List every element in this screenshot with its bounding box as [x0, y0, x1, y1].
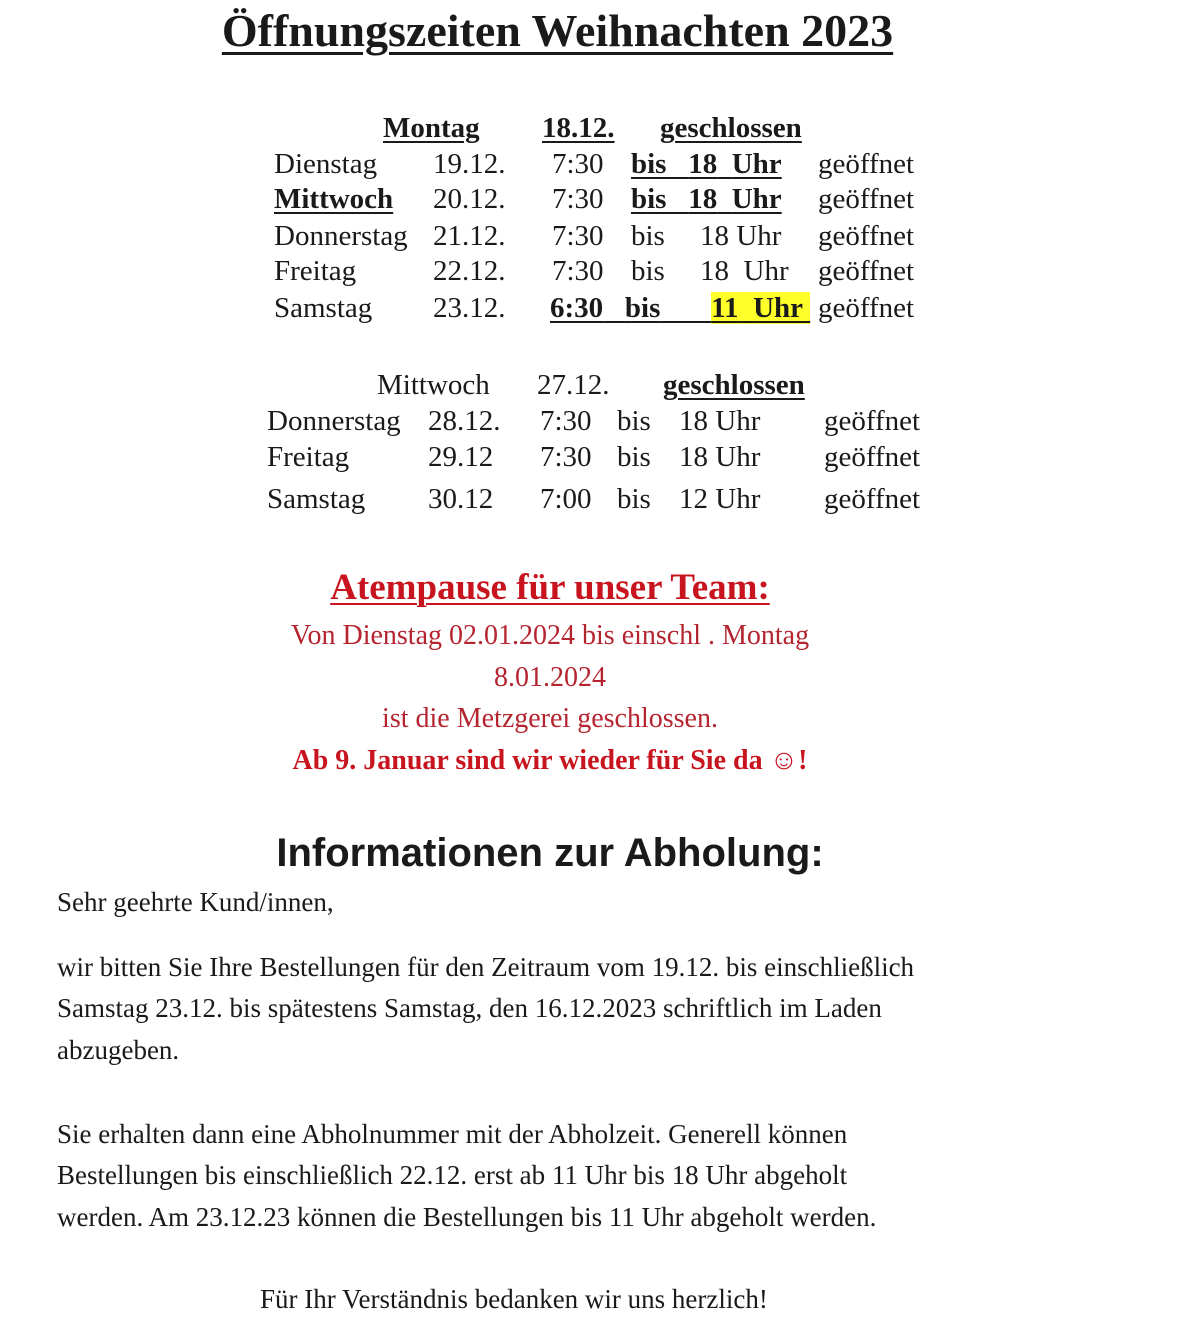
day-label: Samstag	[267, 483, 366, 515]
open-time: 7:30	[540, 405, 592, 437]
date-label: 30.12	[428, 483, 494, 515]
saturday-hours: 6:30 bis 11 Uhr	[550, 290, 810, 326]
status-label: geöffnet	[824, 483, 921, 515]
status-label: geöffnet	[824, 441, 921, 473]
bis-label: bis	[617, 405, 651, 437]
break-line-1: Von Dienstag 02.01.2024 bis einschl . Montag	[290, 620, 810, 651]
break-line-2: 8.01.2024	[494, 662, 606, 693]
paragraph-line: Sie erhalten dann eine Abholnummer mit der Abholzeit. Generell können	[57, 1119, 848, 1149]
paragraph-line: Bestellungen bis einschließlich 22.12. erst ab 11 Uhr bis 18 Uhr abgeholt	[57, 1160, 848, 1190]
paragraph-line: werden. Am 23.12.23 können die Bestellungen bis 11 Uhr abgeholt werden.	[57, 1202, 877, 1232]
status-label: geöffnet	[818, 183, 915, 215]
day-label: Dienstag	[274, 148, 378, 180]
open-time: 7:30	[552, 255, 604, 287]
open-time: 7:30	[540, 441, 592, 473]
thanks-line: Für Ihr Verständnis bedanken wir uns herzlich!	[260, 1284, 768, 1314]
close-time: 18 Uhr	[700, 220, 782, 252]
date-label: 20.12.	[433, 183, 506, 215]
info-heading: Informationen zur Abholung:	[276, 831, 824, 875]
date-label: 28.12.	[428, 405, 501, 437]
page-title: Öffnungszeiten Weihnachten 2023	[221, 5, 894, 56]
open-time: 7:30	[552, 183, 604, 215]
date-label: 21.12.	[433, 220, 506, 252]
bis-label: bis	[631, 220, 665, 252]
paragraph-line: abzugeben.	[57, 1035, 180, 1065]
hours-range: bis 18 Uhr	[631, 183, 782, 215]
date-label: 27.12.	[537, 369, 610, 401]
day-label: Donnerstag	[274, 220, 408, 252]
day-label: Mittwoch	[274, 183, 394, 215]
hours-range: bis 18 Uhr	[631, 148, 782, 180]
open-time: 7:30	[552, 148, 604, 180]
status-label: geöffnet	[824, 405, 921, 437]
paragraph-line: wir bitten Sie Ihre Bestellungen für den Zeitraum vom 19.12. bis einschließlich	[57, 952, 915, 982]
open-time: 7:00	[540, 483, 592, 515]
status-label: geöffnet	[818, 292, 915, 324]
closed-day: Montag	[383, 112, 480, 144]
date-label: 22.12.	[433, 255, 506, 287]
day-label: Mittwoch	[377, 369, 490, 401]
close-time: 18 Uhr	[679, 441, 761, 473]
close-time: 18 Uhr	[679, 405, 761, 437]
bis-label: bis	[631, 255, 665, 287]
day-label: Donnerstag	[267, 405, 401, 437]
close-time: 12 Uhr	[679, 483, 761, 515]
bis-label: bis	[617, 441, 651, 473]
closed-status: geschlossen	[663, 369, 805, 401]
closed-date: 18.12.	[542, 112, 615, 144]
status-label: geöffnet	[818, 220, 915, 252]
status-label: geöffnet	[818, 148, 915, 180]
salutation: Sehr geehrte Kund/innen,	[57, 887, 334, 917]
closed-status: geschlossen	[660, 112, 802, 144]
status-label: geöffnet	[818, 255, 915, 287]
bis-label: bis	[617, 483, 651, 515]
day-label: Freitag	[267, 441, 350, 473]
day-label: Freitag	[274, 255, 357, 287]
day-label: Samstag	[274, 292, 373, 324]
date-label: 23.12.	[433, 292, 506, 324]
paragraph-line: Samstag 23.12. bis spätestens Samstag, den 16.12.2023 schriftlich im Laden	[57, 993, 882, 1023]
date-label: 19.12.	[433, 148, 506, 180]
open-time: 7:30	[552, 220, 604, 252]
break-heading: Atempause für unser Team:	[330, 567, 770, 608]
close-time: 18 Uhr	[700, 255, 789, 287]
date-label: 29.12	[428, 441, 494, 473]
highlighted-close-time: 11 Uhr	[711, 292, 810, 324]
break-line-3: ist die Metzgerei geschlossen.	[382, 703, 718, 734]
reopen-notice: Ab 9. Januar sind wir wieder für Sie da ☺!	[292, 745, 808, 776]
